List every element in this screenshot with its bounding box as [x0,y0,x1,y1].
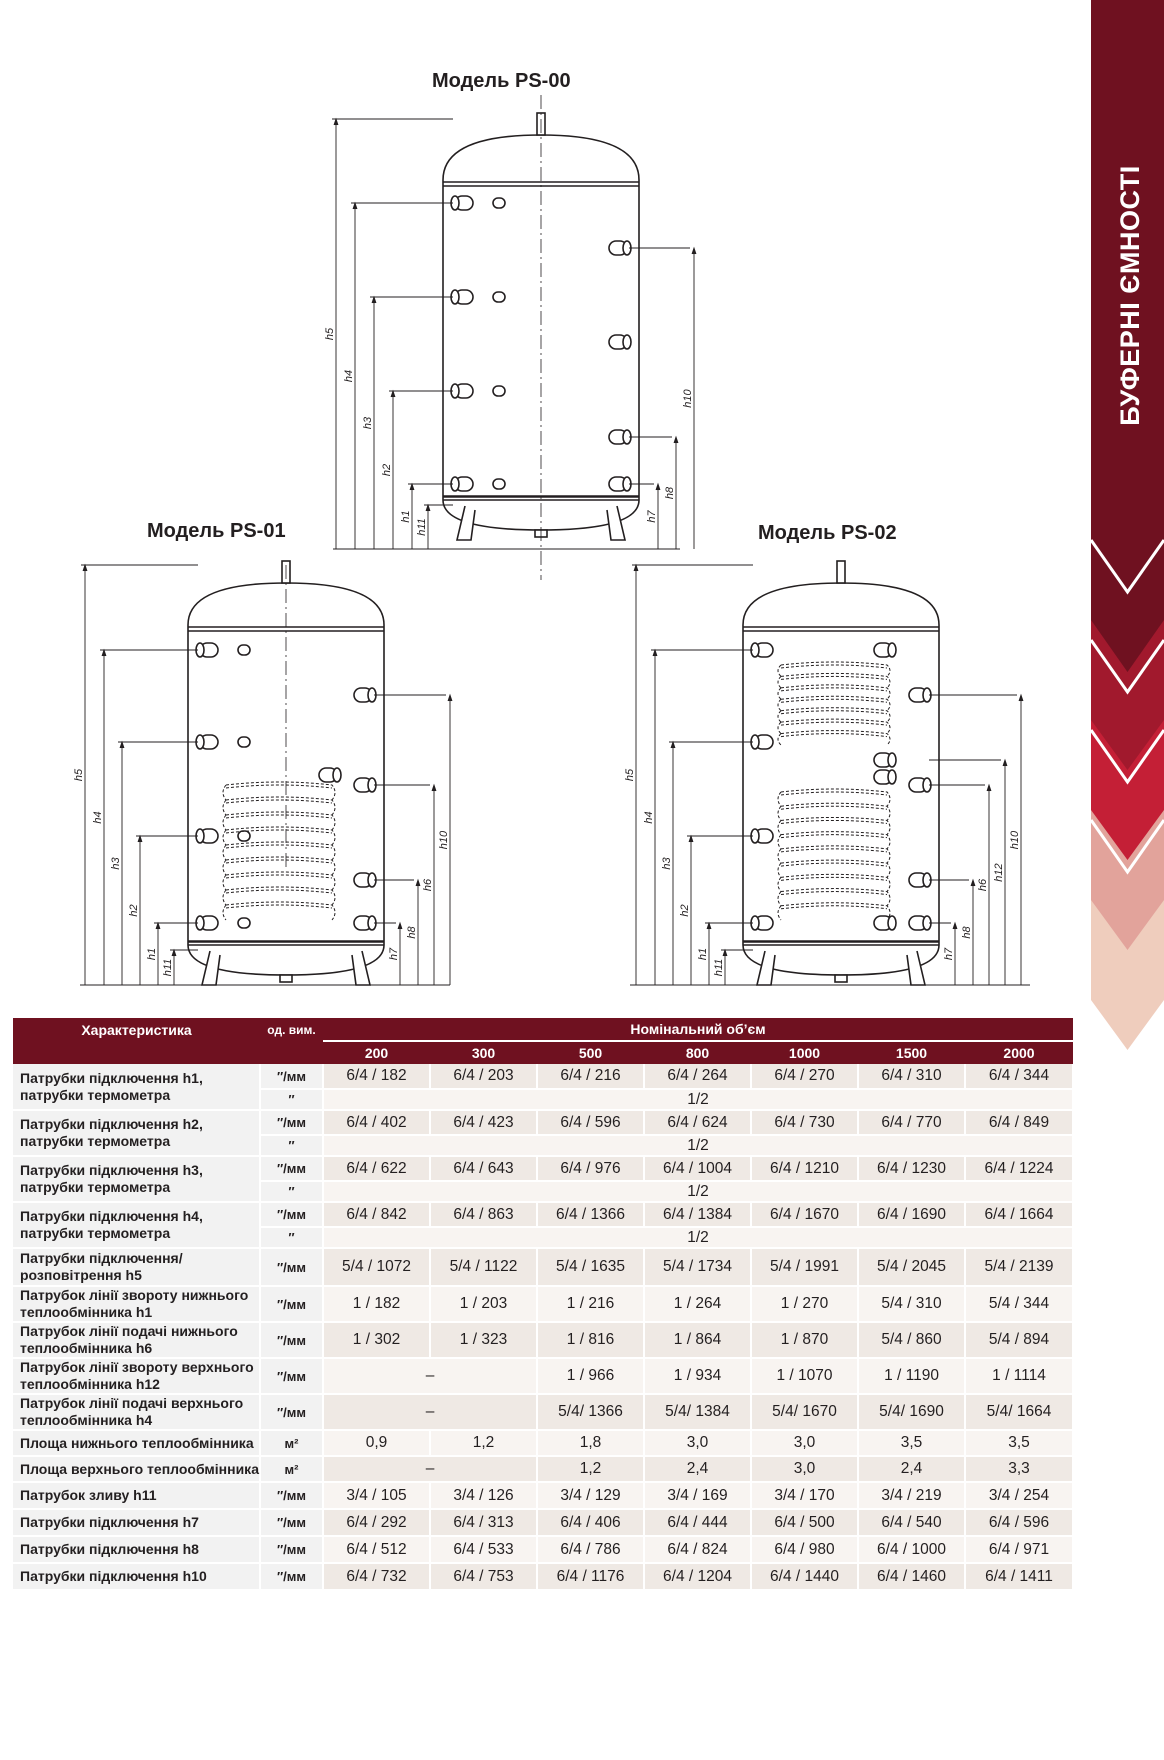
dimension-arrow [156,923,160,929]
dimension-label-h4: h4 [343,369,355,383]
dimension-arrow [391,391,395,397]
row-value: 6/4 / 203 [430,1064,537,1089]
dimension-arrow [707,923,711,929]
row-value: 5/4 / 1072 [323,1248,430,1286]
table-row [13,1064,1073,1089]
row-value: 6/4 / 264 [644,1064,751,1089]
dimension-label-h3: h3 [362,416,374,430]
dimension-arrow [410,484,414,490]
dimension-arrow [1003,760,1007,766]
row-value: 6/4 / 732 [323,1563,430,1590]
row-unit: ″/мм [260,1110,323,1135]
row-value: 6/4 / 1230 [858,1156,965,1181]
row-value: 6/4 / 730 [751,1110,858,1135]
row-value-dash: – [323,1358,537,1394]
thermometer-socket [238,918,250,928]
row-value: 6/4 / 786 [537,1536,644,1563]
row-unit: ″/мм [260,1358,323,1394]
dimension-label-h4: h4 [643,811,655,824]
dimension-arrow [689,836,693,842]
nozzle-end [623,335,631,349]
row-unit: ″/мм [260,1509,323,1536]
row-value: 1 / 934 [644,1358,751,1394]
dimension-label-h1: h1 [400,510,412,523]
row-value: 1 / 1114 [965,1358,1073,1394]
thermometer-socket [238,645,250,655]
thermometer-socket [493,292,505,302]
dimension-arrow [634,565,638,571]
row-value: 6/4 / 444 [644,1509,751,1536]
row-value: 3,0 [644,1430,751,1456]
row-value: 1 / 870 [751,1322,858,1358]
row-value: 1 / 323 [430,1322,537,1358]
dimension-label-h4: h4 [92,811,104,824]
row-value: 6/4 / 310 [858,1064,965,1089]
row-value: 1 / 264 [644,1286,751,1322]
dimension-label-h11: h11 [416,518,428,536]
table-row [13,1482,1073,1509]
dimension-label-h8: h8 [961,926,973,939]
table-row [13,1563,1073,1590]
row-unit: ″/мм [260,1286,323,1322]
thermometer-socket [493,198,505,208]
row-value: 6/4 / 344 [965,1064,1073,1089]
row-value: 1 / 182 [323,1286,430,1322]
dimension-label-h7: h7 [388,947,400,961]
table-row [13,1322,1073,1358]
row-value: 6/4 / 849 [965,1110,1073,1135]
row-value: 6/4 / 1690 [858,1202,965,1227]
tank-ps02 [743,583,939,975]
row-value: 6/4 / 643 [430,1156,537,1181]
row-value: 6/4 / 406 [537,1509,644,1536]
row-label: Площа нижнього теплообмінника [13,1430,260,1456]
row-unit: ″/мм [260,1064,323,1089]
row-unit: м² [260,1456,323,1482]
row-value: 6/4 / 596 [537,1110,644,1135]
row-value: 3/4 / 105 [323,1482,430,1509]
row-value: 5/4 / 860 [858,1322,965,1358]
row-value: 6/4 / 1670 [751,1202,858,1227]
row-value: 3/4 / 129 [537,1482,644,1509]
row-value: 5/4 / 310 [858,1286,965,1322]
row-value: 6/4 / 512 [323,1536,430,1563]
row-label: Патрубки підключення h3, патрубки термометра [13,1156,260,1202]
row-value: 2,4 [644,1456,751,1482]
col-characteristic: Характеристика [13,1018,260,1041]
row-value: 3/4 / 126 [430,1482,537,1509]
dimension-arrow [432,785,436,791]
dimension-label-h2: h2 [381,463,393,477]
row-value: 6/4 / 216 [537,1064,644,1089]
model-ps01-title: Модель PS-01 [147,520,286,542]
dimension-arrow [671,742,675,748]
dimension-arrow [172,950,176,956]
model-ps00-title: Модель PS-00 [432,70,571,92]
top-nozzle [837,561,845,583]
row-value: 6/4 / 1224 [965,1156,1073,1181]
dimension-label-h5: h5 [73,768,85,782]
volume-200: 200 [323,1041,430,1064]
row-value: 6/4 / 1664 [965,1202,1073,1227]
row-value: 6/4 / 1204 [644,1563,751,1590]
row-label: Патрубки підключення h10 [13,1563,260,1590]
row-value: 6/4 / 182 [323,1064,430,1089]
row-label: Патрубок лінії звороту нижнього теплообмінника h1 [13,1286,260,1322]
row-label: Патрубок лінії подачі верхнього теплообмінника h4 [13,1394,260,1430]
row-value: 6/4 / 1384 [644,1202,751,1227]
row-unit: ″ [260,1135,323,1156]
row-value: 6/4 / 533 [430,1536,537,1563]
dimension-label-h1: h1 [146,947,158,961]
row-value: 6/4 / 863 [430,1202,537,1227]
volume-500: 500 [537,1041,644,1064]
dimension-arrow [653,650,657,656]
row-value: 1 / 270 [751,1286,858,1322]
dimension-label-h3: h3 [110,857,122,870]
row-value: 3/4 / 169 [644,1482,751,1509]
dimension-arrow [334,119,338,125]
row-unit: ″/мм [260,1248,323,1286]
row-value-dash: – [323,1456,537,1482]
row-label: Патрубки підключення h2, патрубки термометра [13,1110,260,1156]
row-value: 1 / 216 [537,1286,644,1322]
drain-nozzle [835,975,847,982]
row-value: 5/4 / 1991 [751,1248,858,1286]
row-unit: ″/мм [260,1156,323,1181]
dimension-label-h7: h7 [943,947,955,961]
row-unit: ″/мм [260,1482,323,1509]
row-value: 3/4 / 170 [751,1482,858,1509]
row-value: 6/4 / 770 [858,1110,965,1135]
row-value: 5/4 / 344 [965,1286,1073,1322]
dimension-label-h10: h10 [438,830,450,850]
row-value: 1 / 1070 [751,1358,858,1394]
dimension-arrow [674,437,678,443]
row-value: 3,5 [858,1430,965,1456]
table-row [13,1110,1073,1135]
row-value: 3/4 / 219 [858,1482,965,1509]
table-row [13,1248,1073,1286]
thermometer-socket [493,479,505,489]
row-value: 6/4 / 402 [323,1110,430,1135]
dimension-label-h11: h11 [713,958,725,977]
row-value: 6/4 / 270 [751,1064,858,1089]
row-label: Патрубки підключення h1, патрубки термометра [13,1064,260,1110]
row-value: 5/4/ 1384 [644,1394,751,1430]
volume-300: 300 [430,1041,537,1064]
dimension-arrow [448,695,452,701]
row-value: 3/4 / 254 [965,1482,1073,1509]
row-value: 5/4/ 1670 [751,1394,858,1430]
dimension-label-h2: h2 [128,904,140,917]
row-value: 6/4 / 971 [965,1536,1073,1563]
row-unit: ″/мм [260,1322,323,1358]
row-label: Патрубки підключення h7 [13,1509,260,1536]
dimension-label-h11: h11 [162,958,174,977]
row-label: Патрубок лінії подачі нижнього теплообмінника h6 [13,1322,260,1358]
row-value: 3,0 [751,1456,858,1482]
nozzle-end [888,770,896,784]
row-value: 6/4 / 540 [858,1509,965,1536]
row-value: 6/4 / 622 [323,1156,430,1181]
row-value: 1 / 302 [323,1322,430,1358]
volume-1000: 1000 [751,1041,858,1064]
dimension-arrow [426,505,430,511]
row-value: 5/4/ 1690 [858,1394,965,1430]
volume-1500: 1500 [858,1041,965,1064]
row-value: 6/4 / 313 [430,1509,537,1536]
row-value: 6/4 / 753 [430,1563,537,1590]
row-value: 5/4/ 1366 [537,1394,644,1430]
row-value: 5/4 / 1635 [537,1248,644,1286]
row-unit: м² [260,1430,323,1456]
dimension-arrow [953,923,957,929]
row-value: 6/4 / 1366 [537,1202,644,1227]
row-unit: ″/мм [260,1202,323,1227]
row-value: 1 / 1190 [858,1358,965,1394]
volume-800: 800 [644,1041,751,1064]
row-unit: ″/мм [260,1536,323,1563]
row-value: 2,4 [858,1456,965,1482]
row-value: 6/4 / 976 [537,1156,644,1181]
row-value: 5/4 / 894 [965,1322,1073,1358]
row-value: 6/4 / 1000 [858,1536,965,1563]
row-label: Патрубки підключення/ розповітрення h5 [13,1248,260,1286]
row-value: 1,2 [537,1456,644,1482]
row-value: 6/4 / 980 [751,1536,858,1563]
nozzle-end [333,768,341,782]
nozzle-end [888,753,896,767]
sidebar-banner [1091,0,1164,1755]
dimension-arrow [102,650,106,656]
dimension-label-h8: h8 [664,486,676,500]
row-value: 5/4/ 1664 [965,1394,1073,1430]
row-value-span: 1/2 [323,1135,1073,1156]
spec-table [13,1018,1074,1591]
row-value: 6/4 / 824 [644,1536,751,1563]
row-unit: ″/мм [260,1563,323,1590]
row-value: 1 / 816 [537,1322,644,1358]
row-value: 5/4 / 1122 [430,1248,537,1286]
dimension-label-h6: h6 [977,878,989,892]
row-value: 5/4 / 2139 [965,1248,1073,1286]
dimension-arrow [120,742,124,748]
sidebar-title: БУФЕРНІ ЄМНОСТІ [1114,164,1145,426]
row-value: 6/4 / 292 [323,1509,430,1536]
row-value-span: 1/2 [323,1227,1073,1248]
dimension-arrow [1019,695,1023,701]
dimension-label-h5: h5 [624,768,636,782]
row-unit: ″ [260,1181,323,1202]
dimension-label-h8: h8 [406,926,418,939]
row-value: 6/4 / 1440 [751,1563,858,1590]
table-row [13,1358,1073,1394]
row-value: 1 / 203 [430,1286,537,1322]
dimension-arrow [353,203,357,209]
row-value: 1 / 966 [537,1358,644,1394]
dimension-arrow [138,836,142,842]
dimension-arrow [987,785,991,791]
row-value: 0,9 [323,1430,430,1456]
dimension-arrow [372,297,376,303]
row-value-span: 1/2 [323,1181,1073,1202]
thermometer-socket [493,386,505,396]
drain-nozzle [280,975,292,982]
row-unit: ″ [260,1089,323,1110]
dimension-label-h5: h5 [324,327,336,341]
table-row [13,1394,1073,1430]
row-value-dash: – [323,1394,537,1430]
thermometer-socket [238,737,250,747]
row-unit: ″/мм [260,1394,323,1430]
dimension-arrow [692,248,696,254]
dimension-label-h10: h10 [682,389,694,408]
row-value: 6/4 / 423 [430,1110,537,1135]
row-value: 6/4 / 1004 [644,1156,751,1181]
row-value: 6/4 / 1176 [537,1563,644,1590]
table-row [13,1286,1073,1322]
row-value: 6/4 / 1210 [751,1156,858,1181]
table-row [13,1536,1073,1563]
row-label: Патрубки підключення h4, патрубки термометра [13,1202,260,1248]
nozzle-end [888,916,896,930]
row-value: 6/4 / 842 [323,1202,430,1227]
row-value: 3,5 [965,1430,1073,1456]
table-row [13,1202,1073,1227]
row-value: 3,3 [965,1456,1073,1482]
row-value: 6/4 / 1460 [858,1563,965,1590]
row-value: 6/4 / 596 [965,1509,1073,1536]
dimension-label-h1: h1 [697,947,709,961]
model-ps02-title: Модель PS-02 [758,522,897,544]
row-value: 1 / 864 [644,1322,751,1358]
row-value-span: 1/2 [323,1089,1073,1110]
row-label: Патрубок лінії звороту верхнього теплообмінника h12 [13,1358,260,1394]
row-value: 5/4 / 1734 [644,1248,751,1286]
dimension-arrow [656,484,660,490]
dimension-arrow [723,950,727,956]
nozzle-end [888,643,896,657]
dimension-arrow [971,880,975,886]
dimension-arrow [416,880,420,886]
row-unit: ″ [260,1227,323,1248]
row-value: 1,2 [430,1430,537,1456]
dimension-label-h7: h7 [646,510,658,523]
row-value: 6/4 / 1411 [965,1563,1073,1590]
thermometer-socket [238,831,250,841]
row-label: Патрубки підключення h8 [13,1536,260,1563]
row-label: Площа верхнього теплообмінника [13,1456,260,1482]
col-unit: од. вим. [260,1018,323,1041]
table-row [13,1156,1073,1181]
col-nominal-volume: Номінальний об’єм [323,1018,1073,1041]
row-label: Патрубок зливу h11 [13,1482,260,1509]
dimension-label-h10: h10 [1009,830,1021,850]
row-value: 6/4 / 500 [751,1509,858,1536]
table-row [13,1509,1073,1536]
volume-2000: 2000 [965,1041,1073,1064]
row-value: 3,0 [751,1430,858,1456]
table-row [13,1430,1073,1456]
table-row [13,1456,1073,1482]
dimension-arrow [83,565,87,571]
row-value: 6/4 / 624 [644,1110,751,1135]
dimension-label-h2: h2 [679,904,691,917]
row-value: 5/4 / 2045 [858,1248,965,1286]
dimension-arrow [398,923,402,929]
dimension-label-h6: h6 [422,878,434,892]
row-value: 1,8 [537,1430,644,1456]
dimension-label-h12: h12 [993,863,1005,882]
dimension-label-h3: h3 [661,857,673,870]
